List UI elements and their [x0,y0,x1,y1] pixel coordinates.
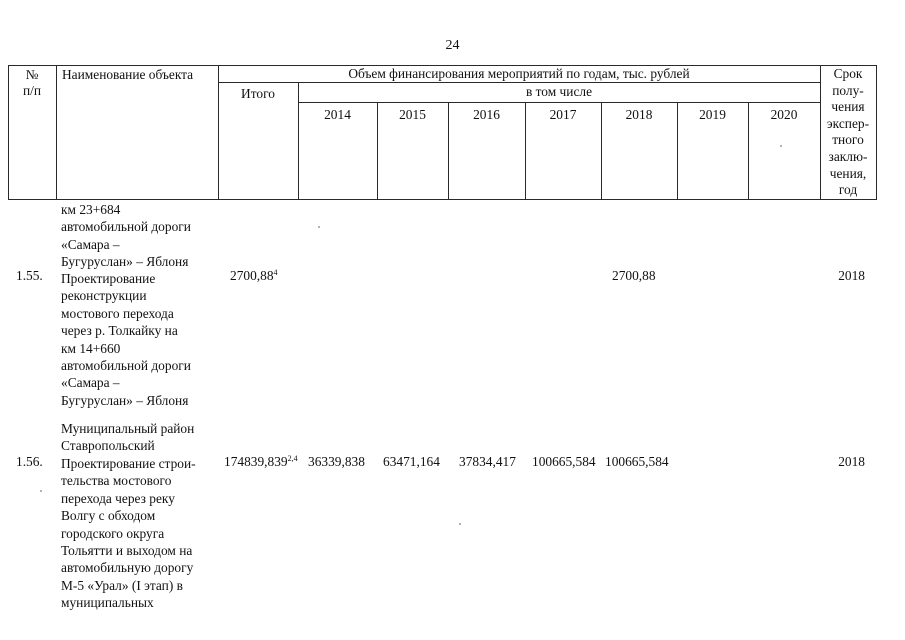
page-number: 24 [445,38,460,53]
scan-speck [40,490,42,492]
row-1-55-value-2018: 2700,88 [612,268,656,283]
header-year-2015: 2015 [399,107,426,122]
row-1-55-total-value: 2700,88 [230,268,274,283]
row-1-56-value-2017: 100665,584 [532,454,596,469]
header-bottom-border [8,199,877,200]
header-num: № п/п [22,67,42,98]
header-year-2018: 2018 [625,107,653,122]
header-deadline: Срок полу- чения экспер- тного заклю- чения, год [826,66,870,198]
row-1-56-name: Проектирование строи- тельства мостового перехода через реку Волгу с обходом городского округа Тольятти и выходом на автомобильную дорогу М-5 «Урал» (I этап) в муниципальных [61,456,196,611]
scan-speck [780,145,782,147]
row-continuation-text: км 23+684 автомобильной дороги «Самара – Бугуруслан» – Яблоня [61,202,191,270]
row-1-56-total [224,454,314,470]
row-1-55-deadline: 2018 [838,268,865,283]
row-1-56-total-value: 174839,839 [224,454,288,469]
scan-speck [318,226,320,228]
header-name: Наименование объекта [62,67,194,82]
header-year-2016: 2016 [473,107,500,122]
row-1-55-total-footnote: 4 [273,268,278,277]
header-year-2020: 2020 [770,107,798,122]
row-1-56-value-2014: 36339,838 [308,454,365,469]
header-year-2019: 2019 [699,107,726,122]
row-1-56-total-footnote: 2,4 [287,454,298,463]
header-total: Итого [241,86,275,101]
section-title-stavropolsky: Муниципальный район Ставропольский [61,421,195,454]
header-funding: Объем финансирования мероприятий по годам, тыс. рублей [348,66,690,81]
funding-header-divider [218,82,820,83]
row-1-56-num: 1.56. [16,454,43,469]
row-1-56-value-2018: 100665,584 [605,454,669,469]
scan-speck [459,523,461,525]
row-1-55-name: Проектирование реконструкции мостового перехода через р. Толкайку на км 14+660 автомобильной дороги «Самара – Бугуруслан» – Яблоня [61,271,191,408]
row-1-56-value-2016: 37834,417 [459,454,516,469]
row-1-55-total [230,268,310,284]
header-year-2014: 2014 [324,107,351,122]
header-including: в том числе [525,84,593,99]
header-year-2017: 2017 [549,107,577,122]
row-1-56-value-2015: 63471,164 [383,454,440,469]
col-border-num-name [56,65,57,199]
col-border-right [876,65,877,199]
row-1-56-deadline: 2018 [838,454,865,469]
row-1-55-num: 1.55. [16,268,43,283]
